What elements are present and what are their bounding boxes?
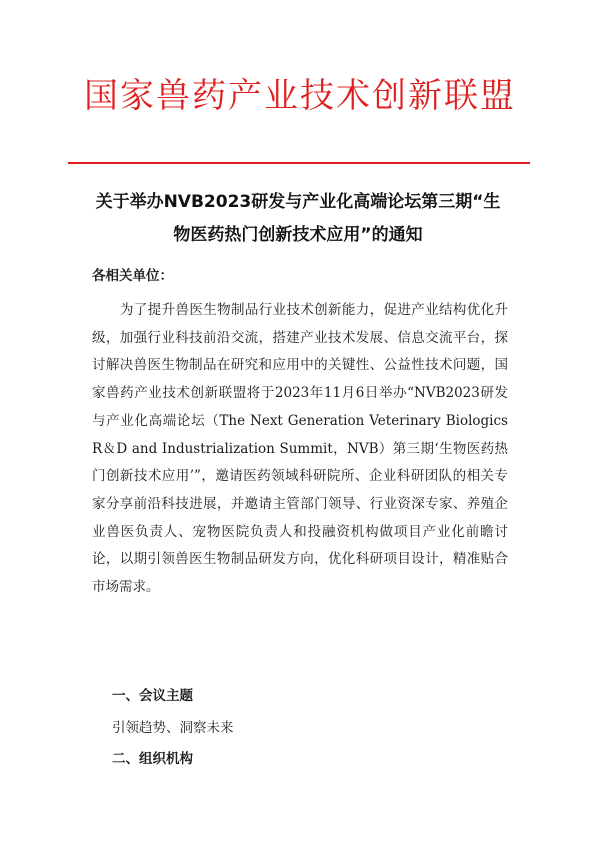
section-heading-theme: 一、会议主题 xyxy=(112,688,193,704)
salutation: 各相关单位： xyxy=(92,268,173,284)
section-heading-organization: 二、组织机构 xyxy=(112,751,193,767)
body-paragraph: 为了提升兽医生物制品行业技术创新能力，促进产业结构优化升级，加强行业科技前沿交流，搭建产业技术发展、信息交流平台，探讨解决兽医生物制品在研究和应用中的关键性、公益性技术问题，国家兽药产业技术创新联盟将于2023年11月6日举办“NVB2023研发与产业化高端论坛（The Next Generation Veterinary Biologics R＆D and Industrialization Summit，NVB）第三期‘生物医药热门创新技术应用’”，邀请医药领域科研院所、企业科研团队的相关专家分享前沿科技进展，并邀请主管部门领导、行业资深专家、养殖企业兽医负责人、宠物医院负责人和投融资机构做项目产业化前瞻讨论，以期引领兽医生物制品研发方向，优化科研项目设计，精准贴合市场需求。 xyxy=(92,302,508,596)
red-divider xyxy=(68,162,530,164)
letterhead-title: 国家兽药产业技术创新联盟 xyxy=(84,76,516,116)
document-title: 关于举办NVB2023研发与产业化高端论坛第三期“生物医药热门创新技术应用”的通知 xyxy=(95,192,501,245)
section-text-theme: 引领趋势、洞察未来 xyxy=(112,720,234,736)
